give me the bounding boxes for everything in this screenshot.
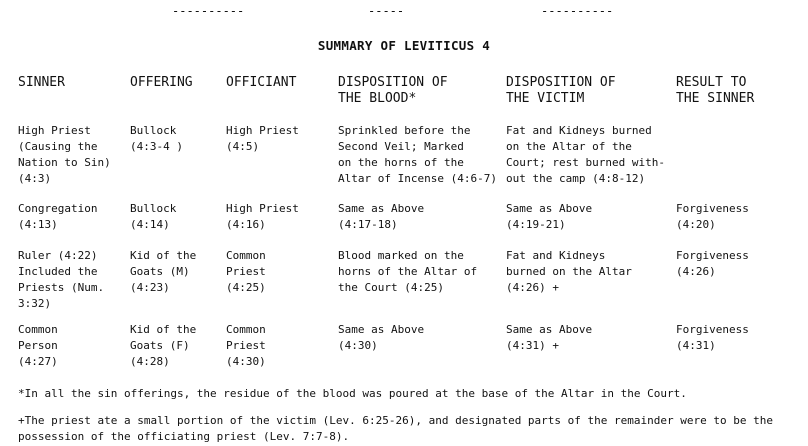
row1-offering: Bullock (4:3-4 ) xyxy=(130,124,183,153)
row2-sinner: Congregation (4:13) xyxy=(18,202,98,231)
header-officiant: OFFICIANT xyxy=(226,75,297,90)
row1-sinner: High Priest (Causing the Nation to Sin) (4:3) xyxy=(18,124,111,185)
row3-result: Forgiveness (4:26) xyxy=(676,249,749,278)
top-dash-line-1: ---------- xyxy=(172,4,245,18)
footnote-blood: *In all the sin offerings, the residue of the blood was poured at the base of the Altar in the Court. xyxy=(18,387,687,400)
row1-victim: Fat and Kidneys burned on the Altar of the Court; rest burned with- out the camp (4:8-12) xyxy=(506,124,665,185)
row2-blood: Same as Above (4:17-18) xyxy=(338,202,425,231)
row2-result: Forgiveness (4:20) xyxy=(676,202,749,231)
row4-result: Forgiveness (4:31) xyxy=(676,323,749,352)
footnote-victim: +The priest ate a small portion of the victim (Lev. 6:25-26), and designated parts of the remainder were to be the possession of the officiating priest (Lev. 7:7-8). xyxy=(18,414,773,443)
row1-blood: Sprinkled before the Second Veil; Marked on the horns of the Altar of Incense (4:6-7) xyxy=(338,124,497,185)
row3-blood: Blood marked on the horns of the Altar of the Court (4:25) xyxy=(338,249,478,294)
row4-sinner: Common Person (4:27) xyxy=(18,323,58,368)
header-sinner: SINNER xyxy=(18,75,65,90)
row3-sinner: Ruler (4:22) Included the Priests (Num. 3:32) xyxy=(18,249,105,310)
row4-offering: Kid of the Goats (F) (4:28) xyxy=(130,323,197,368)
row3-officiant: Common Priest (4:25) xyxy=(226,249,266,294)
header-disposition-victim: DISPOSITION OF THE VICTIM xyxy=(506,75,616,106)
row3-offering: Kid of the Goats (M) (4:23) xyxy=(130,249,197,294)
row4-blood: Same as Above (4:30) xyxy=(338,323,425,352)
page-title: SUMMARY OF LEVITICUS 4 xyxy=(317,38,491,53)
header-offering: OFFERING xyxy=(130,75,193,90)
top-dash-line-3: ---------- xyxy=(541,4,614,18)
row2-victim: Same as Above (4:19-21) xyxy=(506,202,593,231)
row2-officiant: High Priest (4:16) xyxy=(226,202,299,231)
row2-offering: Bullock (4:14) xyxy=(130,202,177,231)
header-disposition-blood: DISPOSITION OF THE BLOOD* xyxy=(338,75,448,106)
row1-officiant: High Priest (4:5) xyxy=(226,124,299,153)
row3-victim: Fat and Kidneys burned on the Altar (4:26) + xyxy=(506,249,632,294)
top-dash-line-2: ----- xyxy=(368,4,405,18)
row4-victim: Same as Above (4:31) + xyxy=(506,323,593,352)
header-result: RESULT TO THE SINNER xyxy=(676,75,755,106)
row4-officiant: Common Priest (4:30) xyxy=(226,323,266,368)
